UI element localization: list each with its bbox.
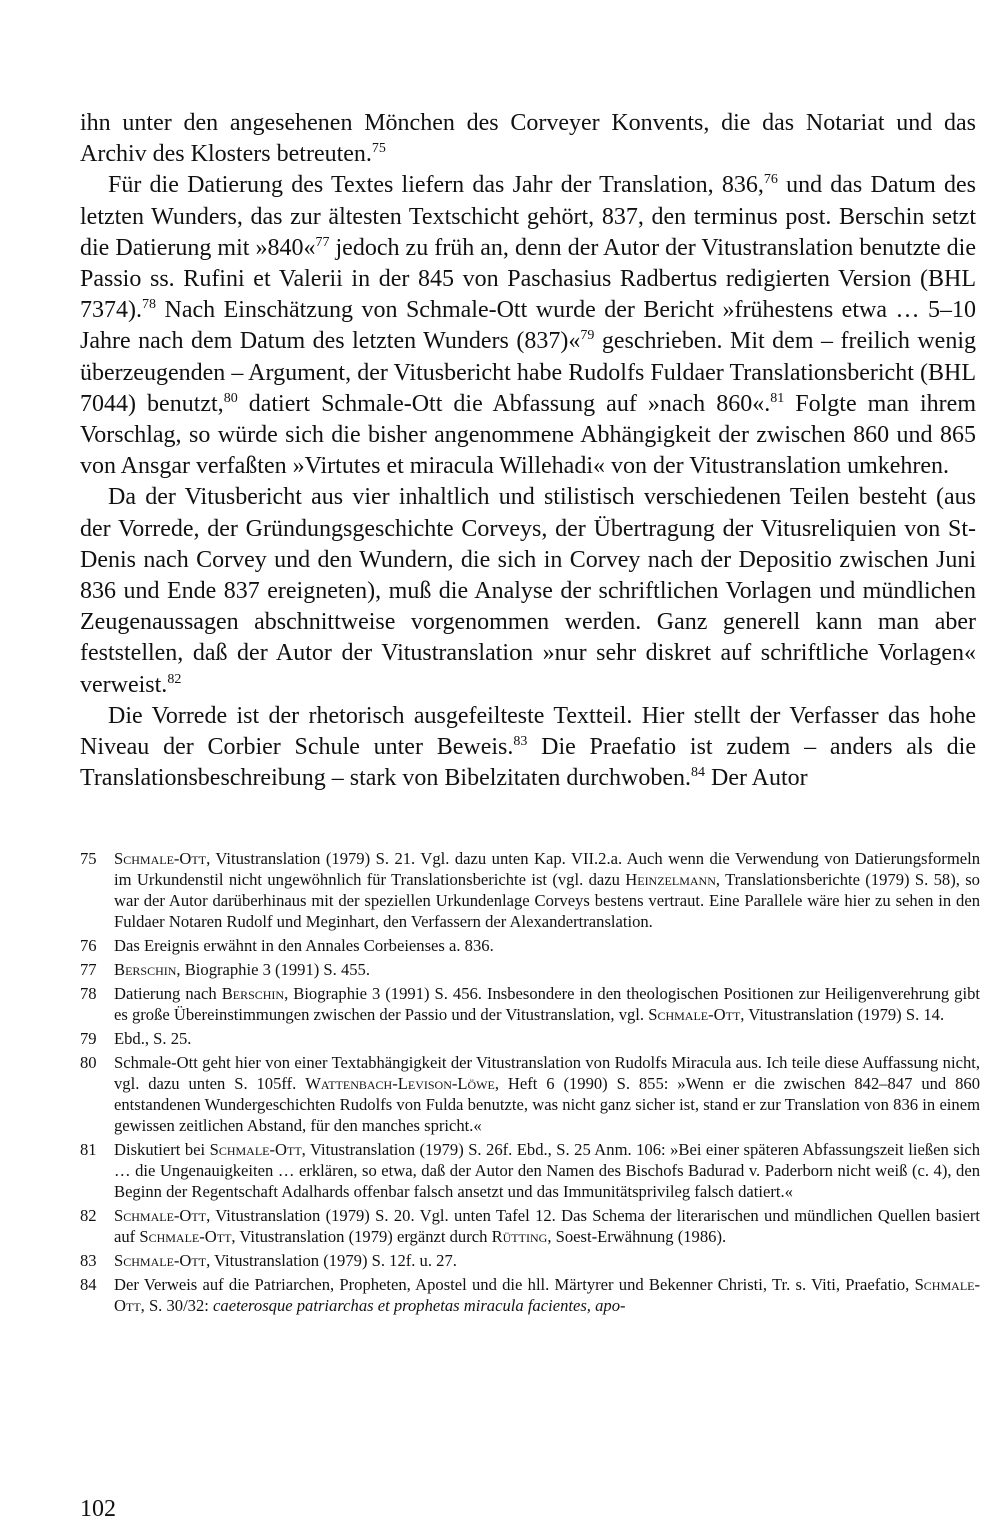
paragraph-4 — [80, 701, 976, 795]
footnote-ref-75[interactable]: 75 — [371, 141, 386, 157]
text-run: , Biographie 3 (1991) S. 456. Insbesondere in den theologischen Positionen zur Heiligenverehrung gibt es große Übereinstimmungen zwischen der Passio und der Vitustranslation, vgl. — [114, 984, 980, 1024]
footnote-78 — [80, 983, 980, 1025]
paragraph-1 — [80, 108, 976, 170]
text-run: Datierung nach — [114, 984, 222, 1003]
author-name: Schmale-Ott — [648, 1005, 741, 1024]
footnote-ref-77[interactable]: 77 — [315, 234, 330, 250]
footnote-80 — [80, 1052, 980, 1136]
text-run: , Vitustranslation (1979) S. 20. Vgl. unten Tafel 12. Das Schema der literarischen und mündlichen Quellen basiert auf — [114, 1206, 980, 1246]
text-run: Da der Vitusbericht aus vier inhaltlich und stilistisch verschiedenen Teilen besteht (aus der Vorrede, der Gründungsgeschichte Corveys, der Übertragung der Vitusreliquien von St-Denis nach Corvey und den Wundern, die sich in Corvey nach der Depositio zwischen Juni 836 und Ende 837 ereigneten), muß die Analyse der schriftlichen Vorlagen und mündlichen Zeugenaussagen abschnittweise vorgenommen werden. Ganz generell kann man aber feststellen, daß der Autor der Vitustranslation »nur sehr diskret auf schriftliche Vorlagen« verweist. — [80, 484, 976, 698]
footnote-number: 76 — [80, 936, 97, 955]
footnote-ref-81[interactable]: 81 — [770, 390, 785, 406]
author-name: Heinzelmann — [625, 870, 716, 889]
text-run: , Vitustranslation (1979) ergänzt durch — [231, 1227, 492, 1246]
text-run: jedoch zu früh an, denn der Autor der Vitustranslation benutzte die Passio ss. Rufini et Valerii in der 845 von Paschasius Radbertus redigierten Version (BHL 7374). — [80, 234, 976, 324]
latin-quote: caeterosque patriarchas et prophetas miracula facientes, apo- — [213, 1296, 626, 1315]
footnote-ref-78[interactable]: 78 — [142, 297, 156, 313]
footnote-75 — [80, 848, 980, 932]
text-run: Nach Einschätzung von Schmale-Ott wurde der Bericht »frühestens etwa … 5–10 Jahre nach dem Datum des letzten Wunders (837)« — [80, 297, 976, 355]
author-name: Berschin — [114, 960, 177, 979]
footnote-76 — [80, 935, 980, 956]
footnote-82 — [80, 1205, 980, 1247]
author-name: Rütting — [491, 1227, 548, 1246]
footnote-number: 81 — [80, 1140, 97, 1159]
text-run: Für die Datierung des Textes liefern das Jahr der Translation, 836, — [108, 172, 764, 199]
footnote-text — [114, 1274, 980, 1316]
text-run: Die Vorrede ist der rhetorisch ausgefeilteste Textteil. Hier stellt der Verfasser das hohe Niveau der Corbier Schule unter Beweis. — [80, 702, 976, 761]
footnote-text — [114, 959, 980, 980]
footnote-number: 82 — [80, 1206, 97, 1225]
footnote-84 — [80, 1274, 980, 1316]
footnote-number: 84 — [80, 1275, 97, 1294]
footnote-ref-82[interactable]: 82 — [167, 671, 182, 687]
footnote-ref-76[interactable]: 76 — [763, 172, 778, 188]
footnote-text — [114, 1139, 980, 1202]
footnote-ref-80[interactable]: 80 — [223, 390, 238, 406]
text-run: , S. 30/32: — [140, 1296, 214, 1315]
footnote-83 — [80, 1250, 980, 1271]
author-name: Berschin — [221, 984, 285, 1003]
text-run: , Vitustranslation (1979) S. 12f. u. 27. — [206, 1251, 457, 1270]
page-number: 102 — [80, 1496, 116, 1522]
text-run: , Biographie 3 (1991) S. 455. — [176, 960, 370, 979]
author-name: Schmale-Ott — [139, 1227, 232, 1246]
footnote-text — [114, 848, 980, 932]
footnote-77 — [80, 959, 980, 980]
text-run: , Soest-Erwähnung (1986). — [547, 1227, 727, 1246]
footnote-number: 78 — [80, 984, 97, 1003]
footnote-number: 83 — [80, 1251, 97, 1270]
author-name: Schmale-Ott — [114, 849, 207, 868]
footnote-number: 75 — [80, 849, 97, 868]
text-run: Folgte man ihrem Vorschlag, so würde sich die bisher angenommene Abhängigkeit der zwischen 860 und 865 von Ansgar verfaßten »Virtutes et miracula Willehadi« von der Vitustranslation umkehren. — [80, 390, 976, 480]
footnote-number: 79 — [80, 1029, 97, 1048]
text-run: , Translationsberichte (1979) S. 58), so war der Autor darüberhinaus mit der speziellen Urkundenlage Corveys bestens vertraut. Eine Parallele wäre hier zu sehen in den Fuldaer Notaren Rudolf und Meginhart, den Verfassern der Alexandertranslation. — [114, 870, 980, 931]
footnote-text: Ebd., S. 25. — [114, 1029, 192, 1048]
footnote-text — [114, 1052, 980, 1136]
footnote-79 — [80, 1028, 980, 1049]
footnote-text — [114, 983, 980, 1025]
paragraph-3 — [80, 482, 976, 700]
text-run: Diskutiert bei — [114, 1140, 210, 1159]
footnote-81 — [80, 1139, 980, 1202]
footnote-ref-79[interactable]: 79 — [580, 328, 595, 344]
author-name: Wattenbach-Levison-Löwe — [305, 1074, 495, 1093]
main-text — [80, 108, 976, 794]
text-run: , Vitustranslation (1979) S. 14. — [740, 1005, 945, 1024]
footnote-number: 77 — [80, 960, 97, 979]
footnote-text — [114, 1250, 980, 1271]
footnote-text: Das Ereignis erwähnt in den Annales Corbeienses a. 836. — [114, 936, 494, 955]
author-name: Schmale-Ott — [114, 1251, 207, 1270]
text-run: , Heft 6 (1990) S. 855: »Wenn er die zwischen 842–847 und 860 entstandenen Wundergeschichten Rudolfs von Fulda benutzte, was nicht ganz sicher ist, stand er zur Translation von 836 in einem gewissen zeitlichen Abstand, für den manches spricht.« — [114, 1074, 981, 1135]
footnotes — [80, 848, 980, 1319]
text-run: datiert Schmale-Ott die Abfassung auf »nach 860«. — [237, 390, 771, 417]
text-run: und das Datum des letzten Wunders, das zur ältesten Textschicht gehört, 837, den terminus post. Berschin setzt die Datierung mit »840« — [80, 172, 977, 261]
text-run: Der Verweis auf die Patriarchen, Propheten, Apostel und die hll. Märtyrer und Bekenner Christi, Tr. s. Viti, Praefatio, — [114, 1275, 915, 1294]
text-run: ihn unter den angesehenen Mönchen des Corveyer Konvents, die das Notariat und das Archiv des Klosters betreuten. — [80, 110, 976, 168]
footnote-ref-83[interactable]: 83 — [513, 734, 528, 750]
footnote-ref-84[interactable]: 84 — [691, 765, 705, 781]
author-name: Schmale-Ott — [114, 1206, 207, 1225]
text-run: , Vitustranslation (1979) S. 21. Vgl. dazu unten Kap. VII.2.a. Auch wenn die Verwendung von Datierungsformeln im Urkundenstil nicht ungewöhnlich für Translationsberichte ist (vgl. dazu — [114, 849, 980, 889]
author-name: Schmale-Ott — [209, 1140, 302, 1159]
paragraph-2 — [80, 170, 976, 482]
footnote-text — [114, 1205, 980, 1247]
text-run: Schmale-Ott geht hier von einer Textabhängigkeit der Vitustranslation von Rudolfs Miracula aus. Ich teile diese Auffassung nicht, vgl. dazu unten S. 105ff. — [114, 1053, 980, 1093]
text-run: geschrieben. Mit dem – freilich wenig überzeugenden – Argument, der Vitusbericht habe Rudolfs Fuldaer Translationsbericht (BHL 7044) benutzt, — [80, 328, 976, 417]
text-run: , Vitustranslation (1979) S. 26f. Ebd., S. 25 Anm. 106: »Bei einer späteren Abfassungszeit ließen sich … die Ungenauigkeiten … erklären, so etwa, daß der Autor den Namen des Bischofs Badurad v. Paderborn nicht weiß (c. 4), den Beginn der Regentschaft Adalhards offenbar falsch ansetzt und das Immunitätsprivileg falsch datiert.« — [114, 1140, 980, 1201]
text-run: Der Autor — [705, 765, 808, 792]
author-name: Schmale-Ott — [114, 1275, 980, 1315]
footnote-number: 80 — [80, 1053, 97, 1072]
text-run: Die Praefatio ist zudem – anders als die Translationsbeschreibung – stark von Bibelzitaten durchwoben. — [80, 734, 976, 792]
